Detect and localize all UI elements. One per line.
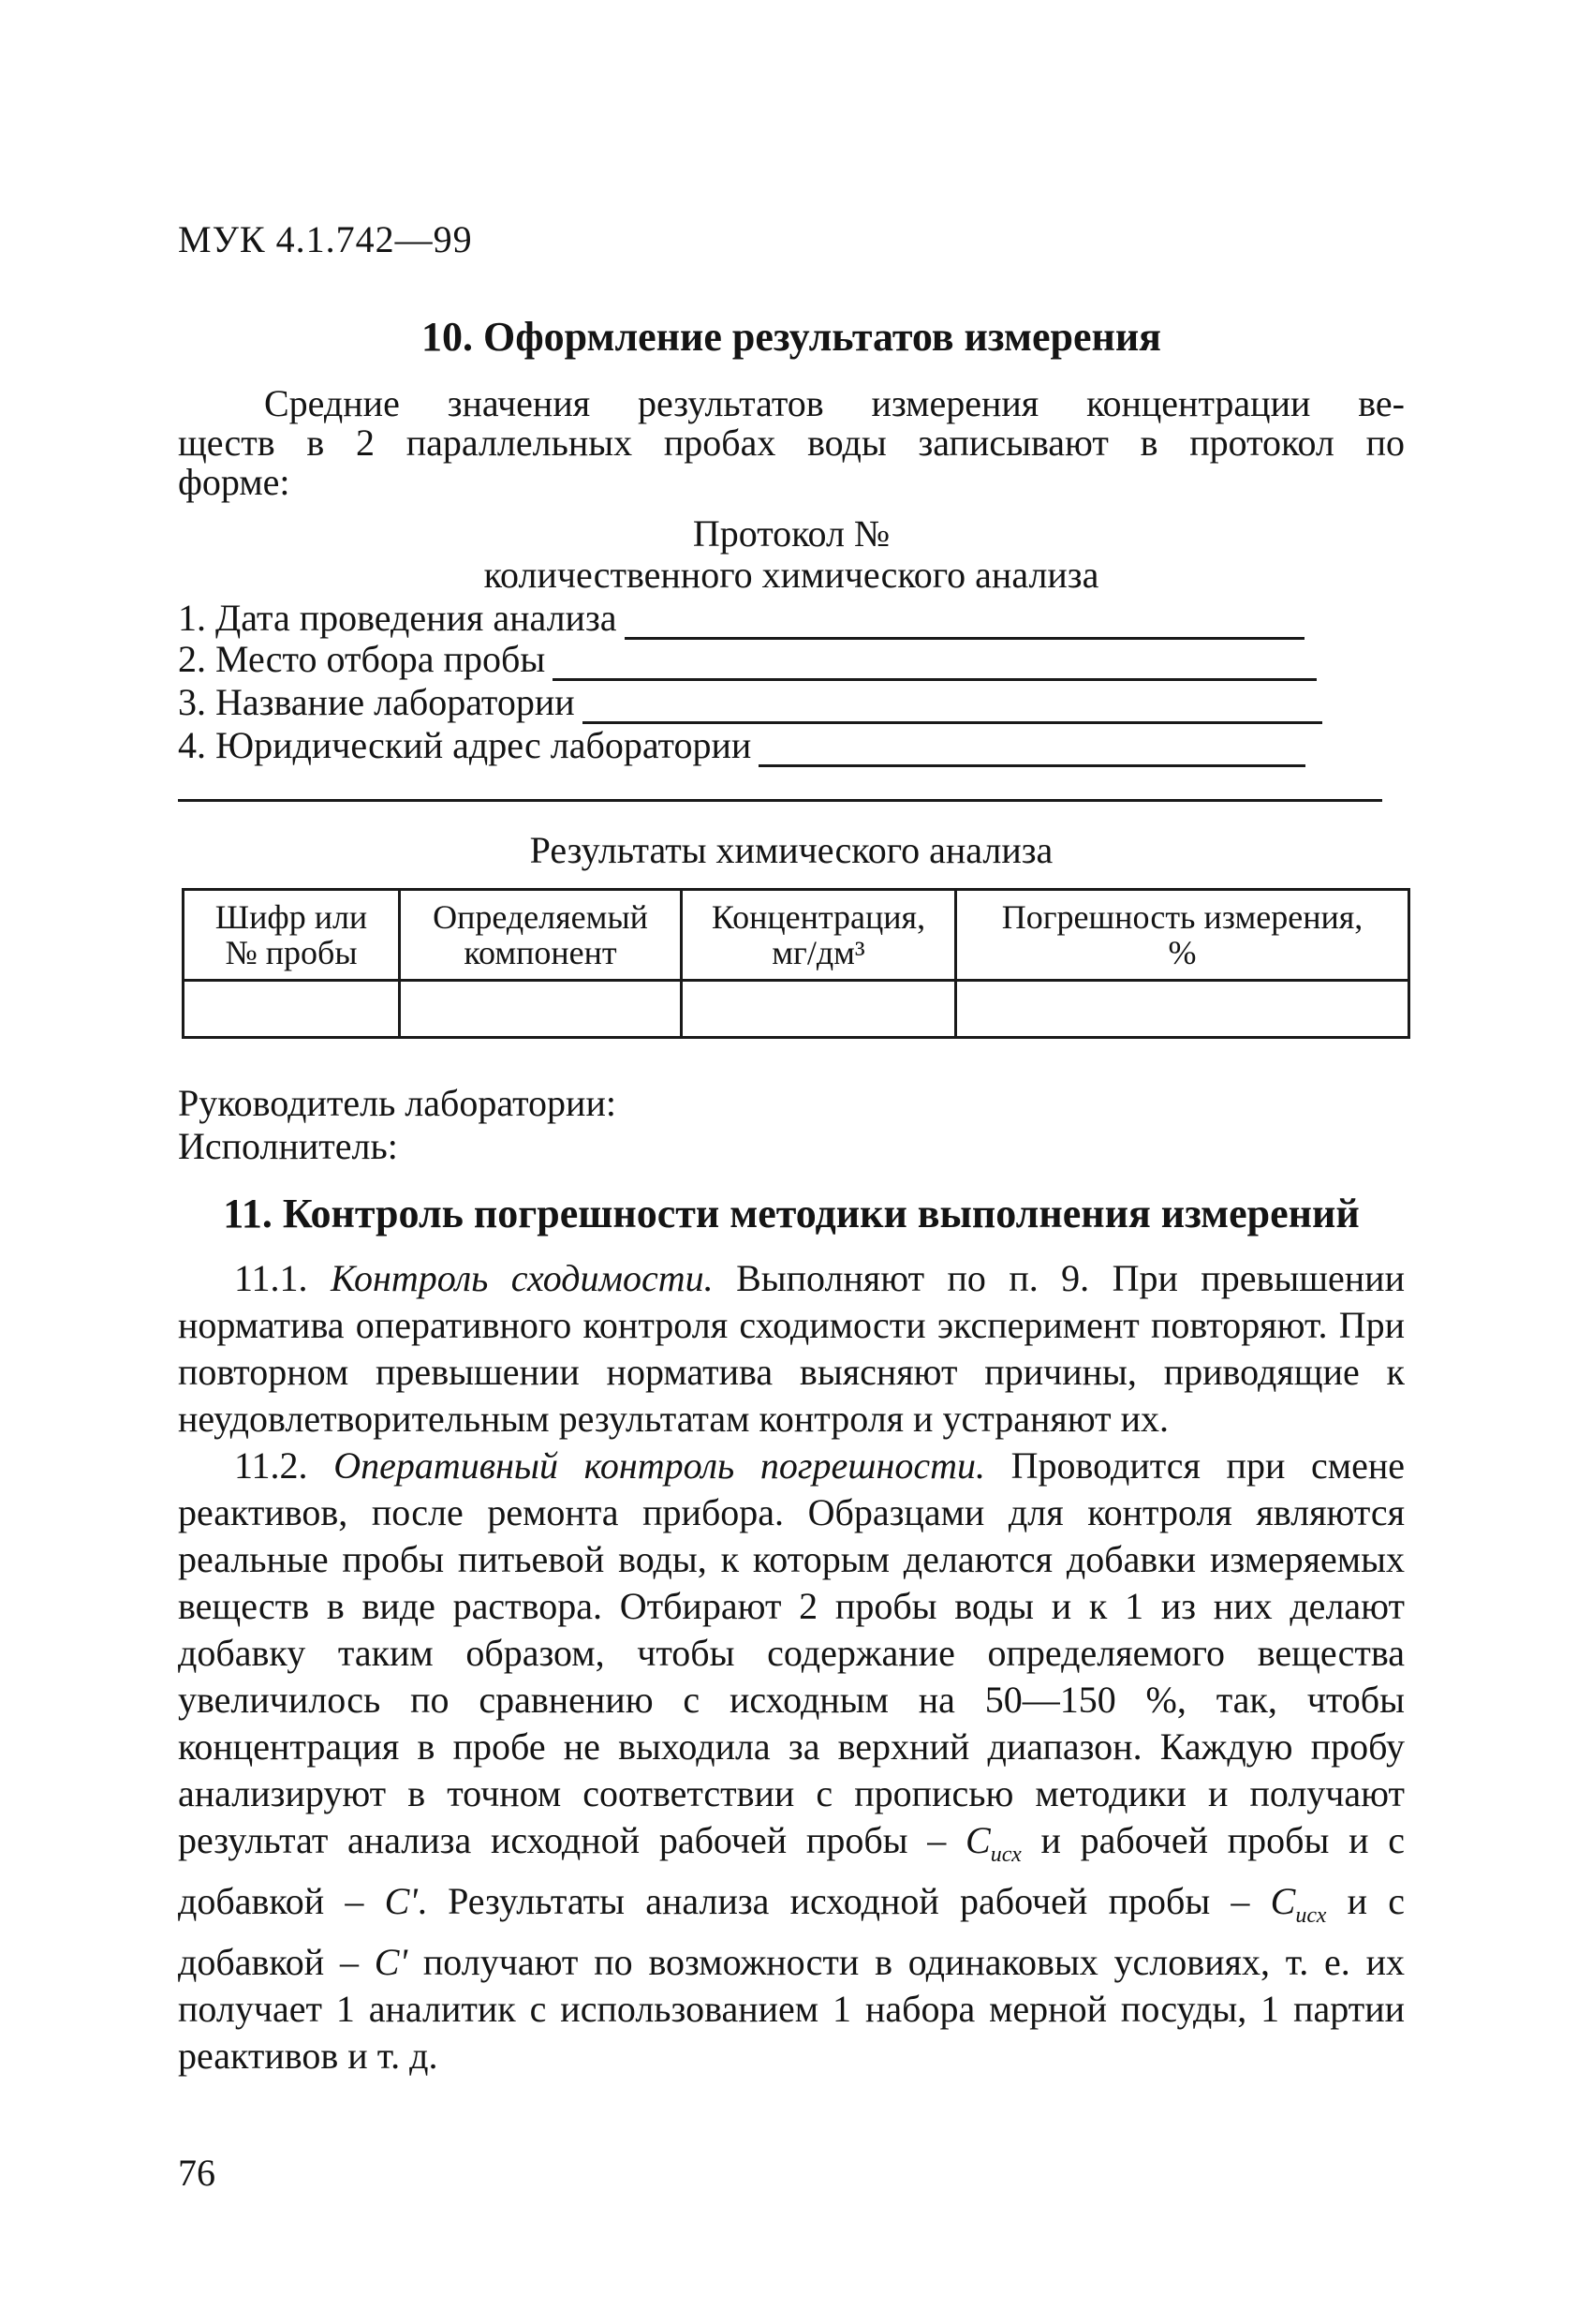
header-line: компонент <box>464 934 617 971</box>
paragraph-11-1 <box>178 1255 1405 1443</box>
lab-head-signature: Руководитель лаборатории: <box>178 1082 616 1124</box>
intro-line-2: ществ в 2 параллельных пробах воды записывают в протокол по <box>178 422 1405 464</box>
field-label: 4. Юридический адрес лаборатории <box>178 724 752 766</box>
results-caption: Результаты химического анализа <box>529 829 1054 871</box>
section-11-title: 11. Контроль погрешности методики выполнения измерений <box>223 1191 1360 1236</box>
clause-text: и с добавкой – <box>178 1880 1405 1983</box>
header-line: Определяемый <box>433 898 648 936</box>
fill-line[interactable] <box>582 693 1322 724</box>
fill-line[interactable] <box>553 650 1317 681</box>
protocol-field-date <box>178 596 1305 640</box>
address-continuation-line[interactable] <box>178 799 1382 802</box>
intro-line-3: форме: <box>178 461 290 503</box>
clause-text: получают по возможности в одинаковых условиях, т. е. их получает 1 аналитик с использованием 1 набора мерной посуды, 1 партии реактивов и т. д. <box>178 1941 1406 2077</box>
symbol-subscript: исх <box>990 1843 1022 1867</box>
protocol-field-lab-address <box>178 723 1305 767</box>
protocol-title: Протокол № <box>692 512 891 555</box>
symbol-letter: C <box>966 1819 991 1861</box>
clause-heading: Контроль сходимости. <box>330 1257 714 1299</box>
clause-number: 11.2. <box>234 1444 308 1487</box>
paragraph-11-2 <box>178 1443 1405 2080</box>
table-row <box>184 981 1409 1038</box>
header-line: % <box>1168 934 1197 971</box>
field-label: 3. Название лаборатории <box>178 681 575 723</box>
field-label: 2. Место отбора пробы <box>178 638 546 680</box>
section-10-title: 10. Оформление результатов измерения <box>421 314 1161 360</box>
table-cell[interactable] <box>956 981 1409 1038</box>
protocol-subtitle: количественного химического анализа <box>483 554 1099 596</box>
symbol-c-source <box>1270 1880 1327 1928</box>
symbol-c-prime: C' <box>384 1880 418 1922</box>
protocol-field-place <box>178 637 1317 681</box>
column-header-concentration <box>682 890 956 981</box>
header-line: Погрешность измерения, <box>1001 898 1364 936</box>
header-line: Шифр или <box>214 898 368 936</box>
header-line: мг/дм³ <box>772 934 865 971</box>
field-label: 1. Дата проведения анализа <box>178 597 617 639</box>
protocol-field-lab-name <box>178 680 1322 724</box>
clause-heading: Оперативный контроль погрешности. <box>333 1444 985 1487</box>
executor-signature: Исполнитель: <box>178 1125 398 1167</box>
symbol-c-source <box>966 1819 1022 1867</box>
section-11-body <box>178 1255 1405 2080</box>
section-10-intro <box>178 384 1405 502</box>
clause-text: Выполняют по п. 9. При превышении норматива оперативного контроля сходимости эксперимент повторяют. При повторном превышении норматива выясняют причины, приводящие к неудовлетворительным результатам контроля и устраняют их. <box>178 1257 1405 1440</box>
page-number: 76 <box>178 2152 215 2194</box>
table-header-row <box>184 890 1409 981</box>
table-cell[interactable] <box>400 981 682 1038</box>
clause-text: и рабочей пробы и с добавкой – <box>178 1819 1406 1922</box>
clause-number: 11.1. <box>234 1257 308 1299</box>
table-cell[interactable] <box>184 981 400 1038</box>
column-header-sample-code <box>184 890 400 981</box>
clause-text: . Результаты анализа исходной рабочей пробы – <box>417 1880 1250 1922</box>
column-header-component <box>400 890 682 981</box>
clause-text: Проводится при смене реактивов, после ремонта прибора. Образцами для контроля являются реальные пробы питьевой воды, к которым делаются добавки измеряемых веществ в виде раствора. Отбирают 2 пробы воды и к 1 из них делают добавку таким образом, чтобы содержание определяемого вещества увеличилось по сравнению с исходным на 50—150 %, так, чтобы концентрация в пробе не выходила за верхний диапазон. Каждую пробу анализируют в точном соответствии с прописью методики и получают результат анализа исходной рабочей пробы – <box>178 1444 1405 1861</box>
intro-line-1: Средние значения результатов измерения концентрации ве- <box>264 382 1405 424</box>
fill-line[interactable] <box>759 736 1305 767</box>
results-table <box>182 888 1410 1039</box>
header-line: № пробы <box>225 934 358 971</box>
fill-line[interactable] <box>625 609 1305 640</box>
symbol-c-prime: C' <box>374 1941 408 1983</box>
column-header-error <box>956 890 1409 981</box>
document-code: МУК 4.1.742—99 <box>178 218 473 260</box>
table-cell[interactable] <box>682 981 956 1038</box>
header-line: Концентрация, <box>711 898 926 936</box>
symbol-letter: C <box>1270 1880 1296 1922</box>
symbol-subscript: исх <box>1295 1903 1327 1928</box>
